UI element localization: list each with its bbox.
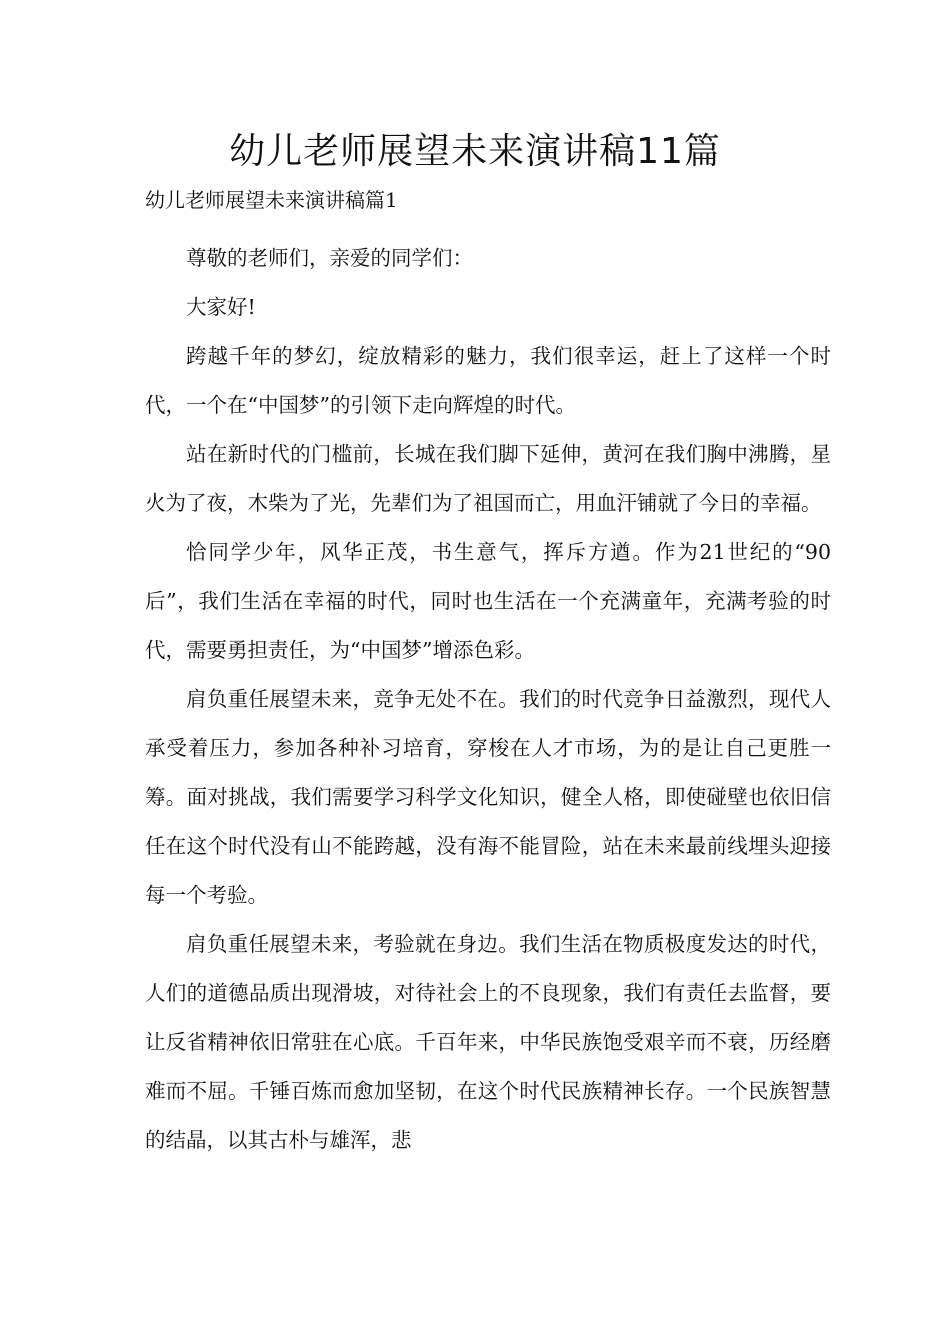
body-paragraph: 肩负重任展望未来，考验就在身边。我们生活在物质极度发达的时代，人们的道德品质出现滑坡，对待社会上的不良现象，我们有责任去监督，要让反省精神依旧常驻在心底。千百年来，中华民族饱受艰辛而不衰，历经磨难而不屈。千锤百炼而愈加坚韧，在这个时代民族精神长存。一个民族智慧的结晶，以其古朴与雄浑，悲 — [145, 932, 831, 1152]
section-heading: 幼儿老师展望未来演讲稿篇1 — [145, 188, 398, 212]
document-body — [145, 234, 831, 1165]
salutation-paragraph: 尊敬的老师们，亲爱的同学们： — [186, 246, 473, 270]
greeting-paragraph: 大家好! — [186, 295, 256, 319]
document-title: 幼儿老师展望未来演讲稿11篇 — [229, 131, 721, 172]
body-paragraph: 恰同学少年，风华正茂，书生意气，挥斥方遒。作为21世纪的“90后”，我们生活在幸福的时代，同时也生活在一个充满童年，充满考验的时代，需要勇担责任，为“中国梦”增添色彩。 — [145, 540, 831, 662]
body-paragraph: 跨越千年的梦幻，绽放精彩的魅力，我们很幸运，赶上了这样一个时代，一个在“中国梦”的引领下走向辉煌的时代。 — [145, 344, 831, 417]
body-paragraph: 站在新时代的门槛前，长城在我们脚下延伸，黄河在我们胸中沸腾，星火为了夜，木柴为了光，先辈们为了祖国而亡，用血汗铺就了今日的幸福。 — [145, 442, 831, 515]
body-paragraph: 肩负重任展望未来，竞争无处不在。我们的时代竞争日益激烈，现代人承受着压力，参加各种补习培育，穿梭在人才市场，为的是让自己更胜一筹。面对挑战，我们需要学习科学文化知识，健全人格，即使碰壁也依旧信任在这个时代没有山不能跨越，没有海不能冒险，站在未来最前线埋头迎接每一个考验。 — [145, 687, 831, 907]
